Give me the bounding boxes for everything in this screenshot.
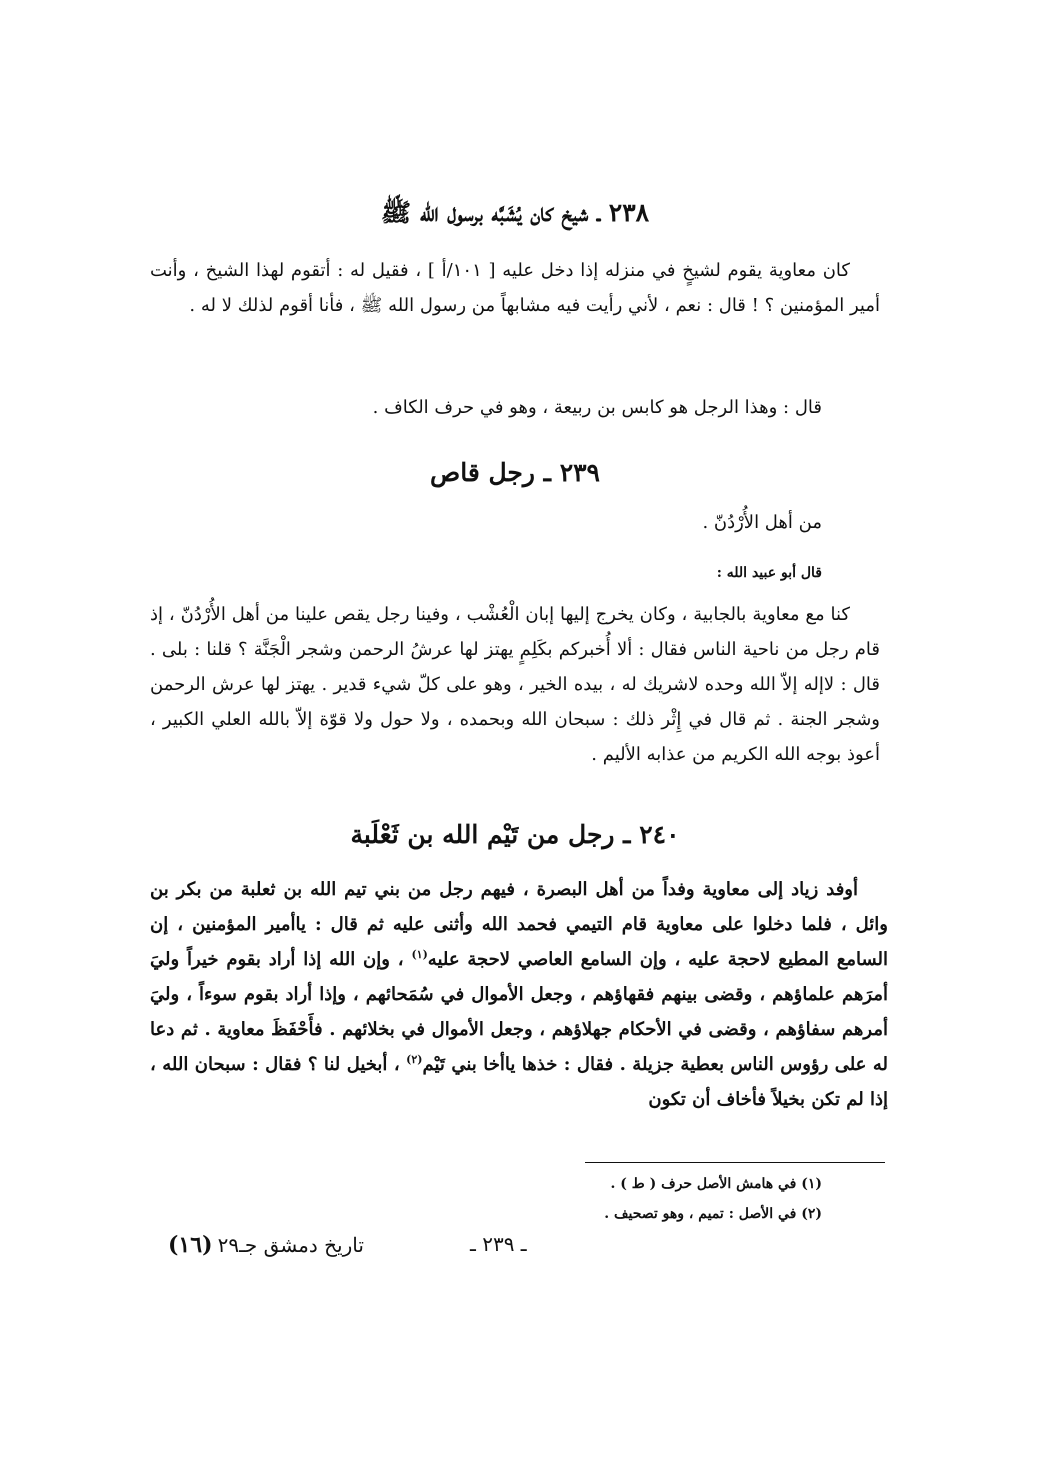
footnote-2: (٢) في الأصل : تميم ، وهو تصحيف .: [604, 1206, 822, 1222]
section-240-text-part2: ، وإن الله إذا أراد بقوم خيراً وليَ أمرَهم علماؤهم ، وقضى بينهم فقهاؤهم ، وجعل الأموال في سُمَحائهم ، وإذا أراد بقوم سوءاً ، وليَ أمرهم سفاؤهم ، وقضى في الأحكام جهلاؤهم ، وجعل الأموال في بخلائهم . فأَحْفَظَ معاوية . ثم دعا له على رؤوس الناس بعطية جزيلة . فقال : خذها ياأخا بني تَيْم: [150, 949, 889, 1075]
footnote-2-marker: (٢): [406, 1053, 423, 1066]
footer-book-reference: [168, 1232, 364, 1258]
section-240-text-part1: أوفد زياد إلى معاوية وفداً من أهل البصرة ، فيهم رجل من بني تيم الله بن ثعلبة من بكر بن وائل ، فلما دخلوا على معاوية قام التيمي فحمد الله وأثنى عليه ثم قال : ياأمير المؤمنين ، إن السامع المطيع لاحجة عليه ، وإن السامع العاصي لاحجة عليه: [150, 879, 888, 970]
footnote-1-marker: (١): [411, 948, 428, 961]
section-239-paragraph: كنا مع معاوية بالجابية ، وكان يخرج إليها إبان الْعُشْب ، وفينا رجل يقص علينا من أهل الأُرْدُنّ ، إذ قام رجل من ناحية الناس فقال : ألا أُخبركم بكَلِمٍ يهتز لها عرشُ الرحمن وشجر الْجَنَّة ؟ قلنا : بلى . قال : لاإله إلاّ الله وحده لاشريك له ، بيده الخير ، وهو على كلّ شيء قدير . يهتز لها عرش الرحمن وشجر الجنة . ثم قال في إِثْر ذلك : سبحان الله وبحمده ، ولا حول ولا قوّة إلاّ بالله العلي الكبير ، أعوذ بوجه الله الكريم من عذابه الأليم .: [150, 604, 880, 765]
footnote-1: (١) في هامش الأصل حرف ( ط ) .: [610, 1176, 822, 1192]
section-238-note: قال : وهذا الرجل هو كابس بن ربيعة ، وهو في حرف الكاف .: [372, 397, 822, 418]
footer-book-title: تاريخ دمشق جـ٢٩: [217, 1233, 364, 1257]
section-238-paragraph: كان معاوية يقوم لشيخٍ في منزله إذا دخل عليه [ ١٠١/أ ] ، فقيل له : أتقوم لهذا الشيخ ، وأنت أمير المؤمنين ؟ ! قال : نعم ، لأني رأيت فيه مشابهاً من رسول الله ﷺ ، فأنا أقوم لذلك لا له .: [150, 260, 880, 316]
section-239-narrator-label: قال أبو عبيد الله :: [716, 565, 822, 581]
footer-signature: (١٦): [168, 1232, 213, 1258]
footnote-divider: [585, 1162, 885, 1163]
page-number: ـ ٢٣٩ ـ: [470, 1232, 527, 1256]
section-240-paragraph: [150, 872, 888, 1117]
section-240-heading: ٢٤٠ ـ رجل من تَيْم الله بن ثَعْلَبة: [350, 820, 680, 849]
section-239-intro: من أهل الأُرْدُنّ .: [702, 512, 822, 533]
section-240-text-part3: ، أبخيل لنا ؟ فقال : سبحان الله ، إذا لم تكن بخيلاً فأخاف أن تكون: [150, 1054, 888, 1110]
section-238-heading: ٢٣٨ ـ شيخ كان يُشَبَّه برسول الله ﷺ: [380, 198, 650, 227]
section-239-heading: ٢٣٩ ـ رجل قاص: [430, 458, 600, 487]
